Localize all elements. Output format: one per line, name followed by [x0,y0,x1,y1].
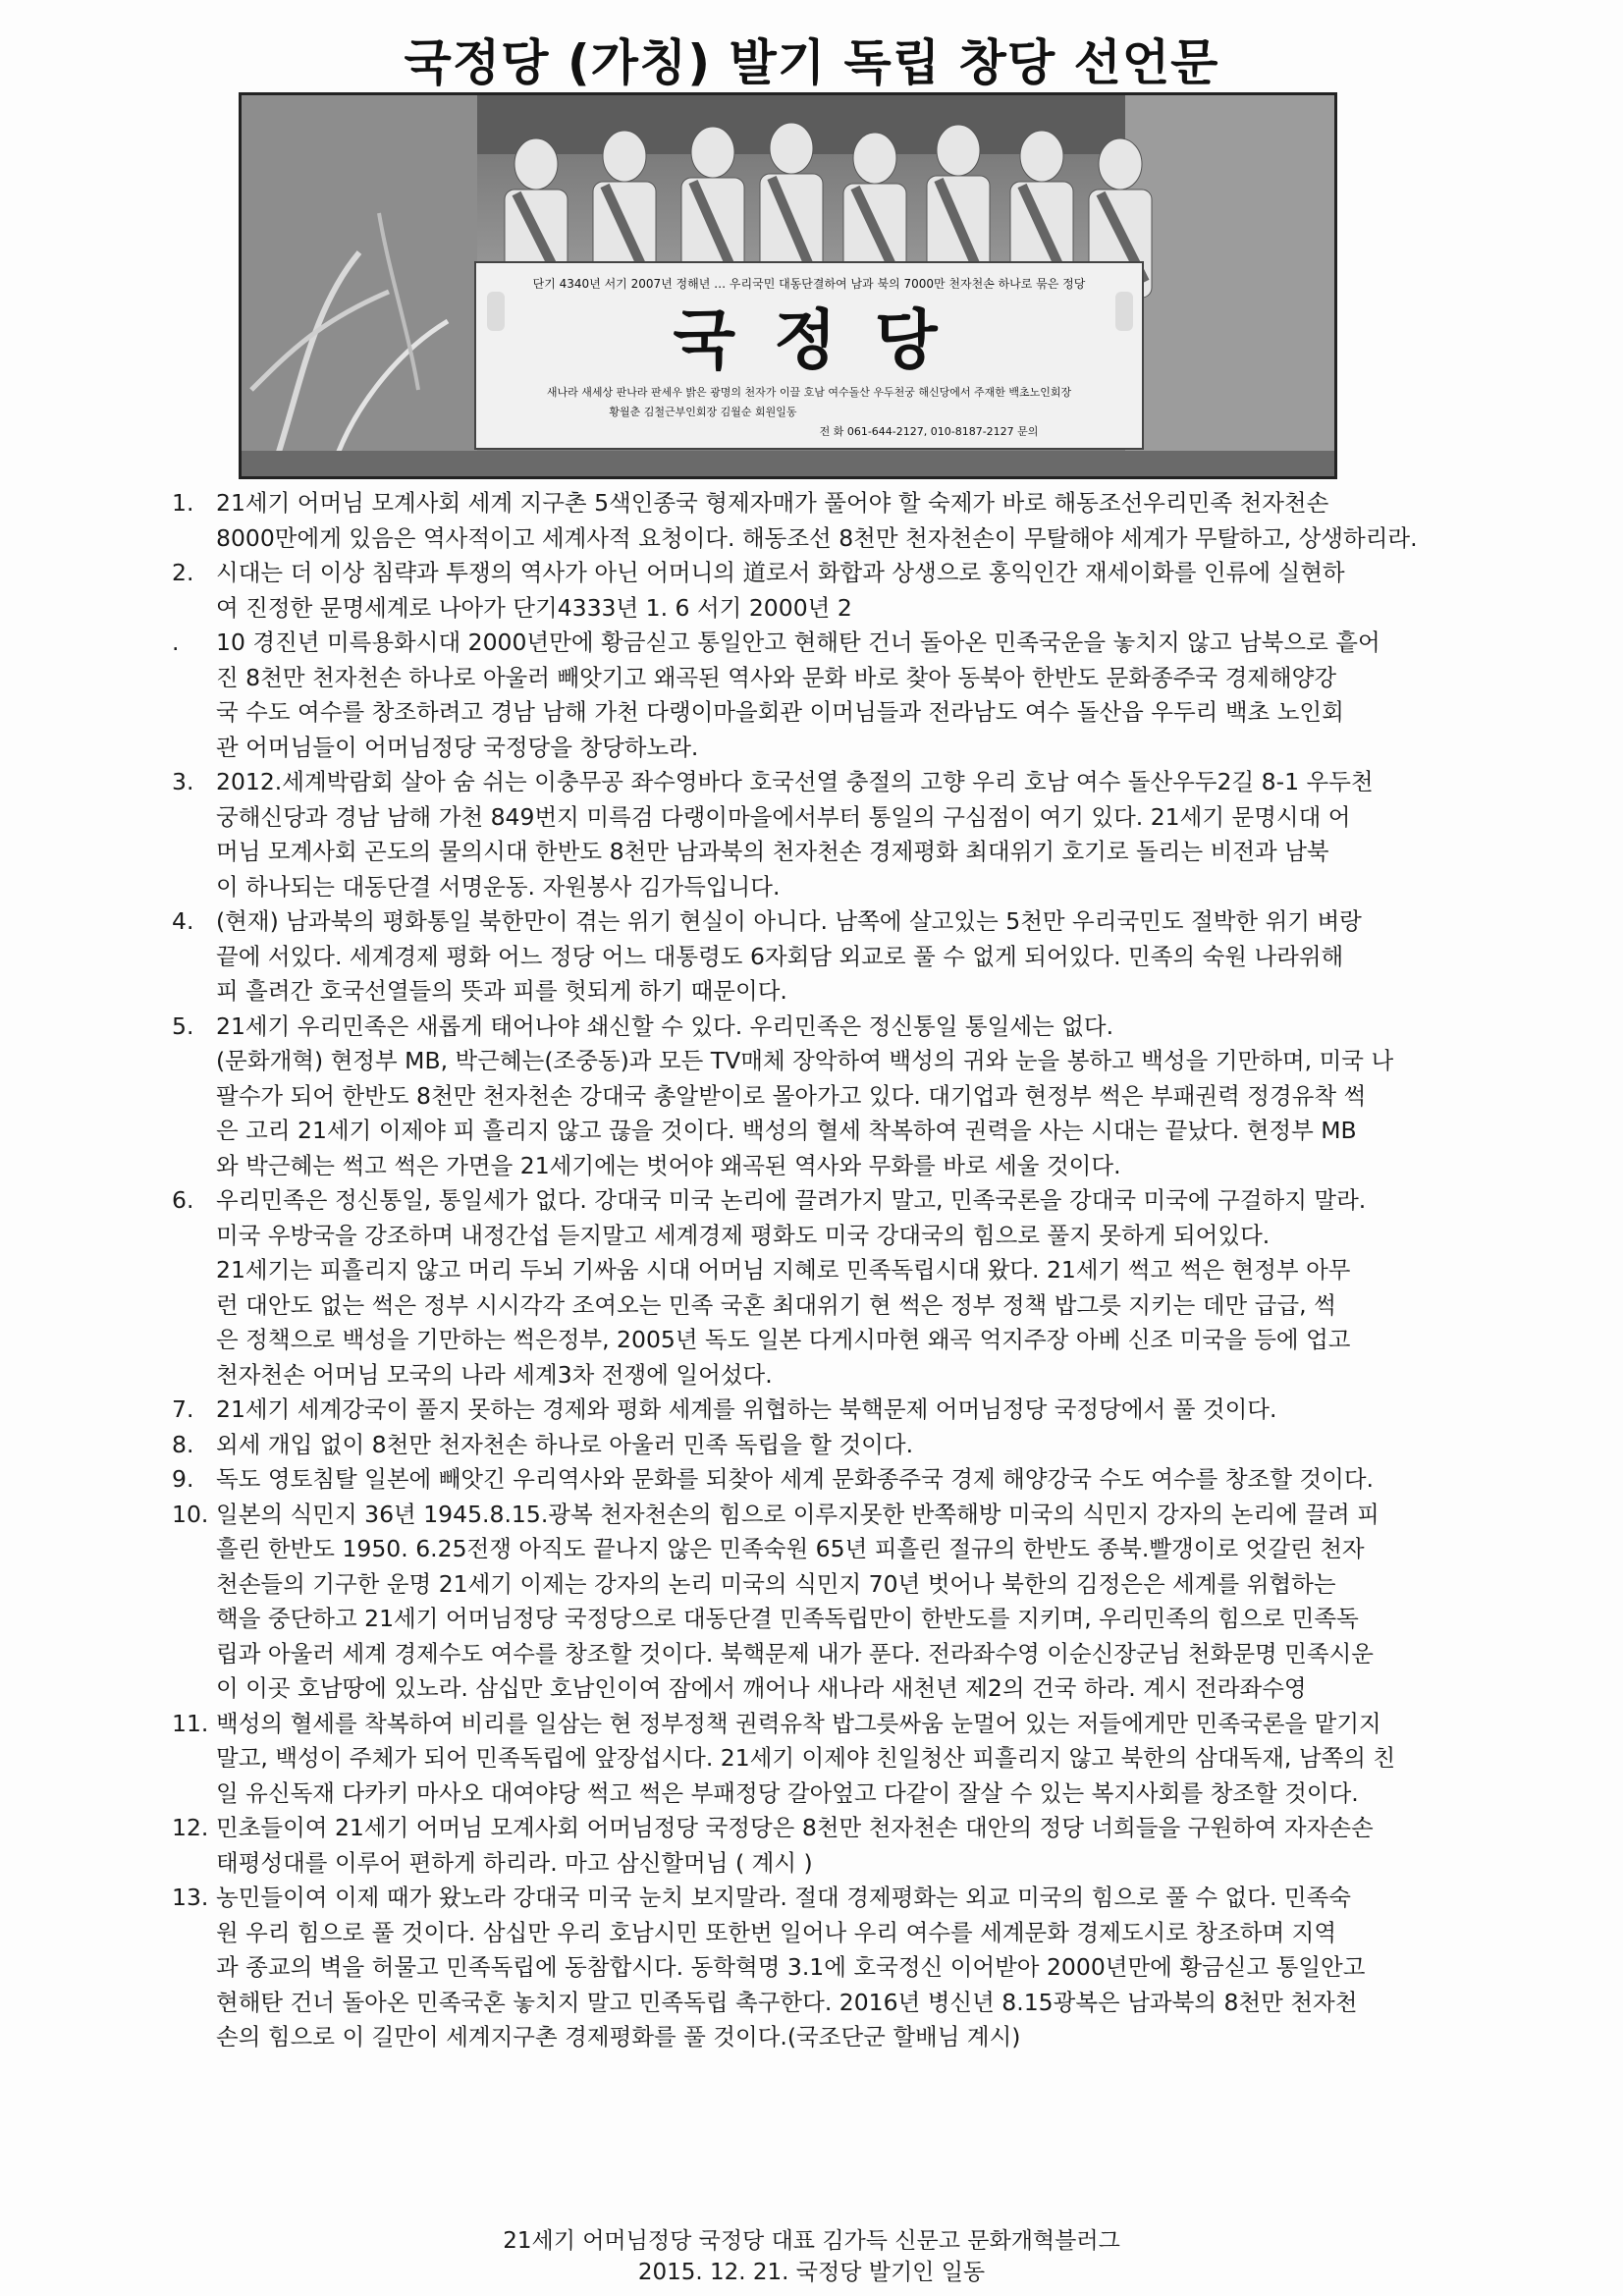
item-text-line: 말고, 백성이 주체가 되어 민족독립에 앞장섭시다. 21세기 이제야 친일청산 피흘리지 않고 북한의 삼대독재, 남쪽의 친 [216,1744,1396,1772]
list-item [172,1428,1566,1463]
item-text-line: 진 8천만 천자천손 하나로 아울러 빼앗기고 왜곡된 역사와 문화 바로 찾아 동북아 한반도 문화종주국 경제해양강 [216,663,1337,691]
item-text-line: 원 우리 힘으로 풀 것이다. 삼십만 우리 호남시민 또한번 일어나 우리 여수를 세계문화 경제도시로 창조하며 지역 [216,1918,1337,1946]
item-number: 4. [172,907,194,935]
banner-contact-text: 전 화 061-644-2127, 010-8187-2127 문의 [819,425,1039,438]
list-item [172,1498,1566,1707]
item-text-line: 21세기 우리민족은 새롭게 태어나야 쇄신할 수 있다. 우리민족은 정신통일 통일세는 없다. [216,1011,1114,1040]
item-text-line: 일본의 식민지 36년 1945.8.15.광복 천자천손의 힘으로 이루지못한 반쪽해방 미국의 식민지 강자의 논리에 끌려 피 [216,1500,1380,1528]
list-item [172,1183,1566,1393]
item-text-line: 천자천손 어머님 모국의 나라 세계3차 전쟁에 일어섰다. [216,1360,773,1389]
banner-bottom-text-2: 황월춘 김철근부인회장 김월순 회원일동 [609,406,797,418]
list-item [172,904,1566,1010]
item-text-line: 립과 아울러 세계 경제수도 여수를 창조할 것이다. 북핵문제 내가 푼다. 전라좌수영 이순신장군님 천화문명 민족시운 [216,1639,1374,1667]
item-number: 5. [172,1011,194,1040]
list-item [172,556,1566,626]
item-text-line: 손의 힘으로 이 길만이 세계지구촌 경제평화를 풀 것이다.(국조단군 할배님 계시) [216,2023,1021,2050]
item-number: 11. [172,1709,209,1737]
item-text-line: 피 흘려간 호국선열들의 뜻과 피를 헛되게 하기 때문이다. [216,977,787,1005]
item-text-line: 미국 우방국을 강조하며 내정간섭 듣지말고 세계경제 평화도 미국 강대국의 힘으로 풀지 못하게 되어있다. [216,1221,1271,1249]
item-text-line: (문화개혁) 현정부 MB, 박근혜는(조중동)과 모든 TV매체 장악하여 백성의 귀와 눈을 봉하고 백성을 기만하며, 미국 나 [216,1047,1394,1074]
declaration-list [172,486,1566,2055]
item-text-line: 시대는 더 이상 침략과 투쟁의 역사가 아닌 어머니의 道로서 화합과 상생으로 홍익인간 재세이화를 인류에 실현하 [216,559,1345,586]
item-text-line: 이 이곳 호남땅에 있노라. 삼십만 호남인이여 잠에서 깨어나 새나라 새천년 제2의 건국 하라. 계시 전라좌수영 [216,1674,1307,1702]
item-text-line: 태평성대를 이루어 편하게 하리라. 마고 삼신할머님 ( 계시 ) [216,1848,813,1877]
item-text-line: 21세기 세계강국이 풀지 못하는 경제와 평화 세계를 위협하는 북핵문제 어머님정당 국정당에서 풀 것이다. [216,1395,1277,1423]
item-text-line: 10 경진년 미륵용화시대 2000년만에 황금싣고 통일안고 현해탄 건너 돌아온 민족국운을 놓치지 않고 남북으로 흩어 [216,629,1380,656]
banner-main-text: 국 정 당 [673,302,946,378]
item-text-line: 이 하나되는 대동단결 서명운동. 자원봉사 김가득입니다. [216,872,781,901]
item-text-line: 21세기는 피흘리지 않고 머리 두뇌 기싸움 시대 어머님 지혜로 민족독립시대 왔다. 21세기 썩고 썩은 현정부 아무 [216,1256,1351,1284]
item-number: 13. [172,1884,209,1911]
list-item [172,1707,1566,1812]
item-text-line: 궁해신당과 경남 남해 가천 849번지 미륵검 다랭이마을에서부터 통일의 구심점이 여기 있다. 21세기 문명시대 어 [216,802,1351,831]
banner-top-text: 단기 4340년 서기 2007년 정해년 … 우리국민 대동단결하여 남과 북의 7000만 천자천손 하나로 묶은 정당 [532,277,1086,291]
list-item [172,1010,1566,1184]
item-text-line: 여 진정한 문명세계로 나아가 단기4333년 1. 6 서기 2000년 2 [216,593,852,622]
item-text-line: 머님 모계사회 곤도의 물의시대 한반도 8천만 남과북의 천자천손 경제평화 최대위기 호기로 돌리는 비전과 남북 [216,838,1329,865]
item-text-line: 21세기 어머님 모계사회 세계 지구촌 5색인종국 형제자매가 풀어야 할 숙제가 바로 해동조선우리민족 천자천손 [216,489,1329,517]
item-text-line: 팔수가 되어 한반도 8천만 천자천손 강대국 총알받이로 몰아가고 있다. 대기업과 현정부 썩은 부패권력 정경유착 썩 [216,1081,1367,1110]
item-text-line: 8000만에게 있음은 역사적이고 세계사적 요청이다. 해동조선 8천만 천자천손이 무탈해야 세계가 무탈하고, 상생하리라. [216,523,1418,552]
list-item [172,1811,1566,1881]
item-number: 7. [172,1395,194,1423]
footer-signature: 21세기 어머님정당 국정당 대표 김가득 신문고 문화개혁블러그 [503,2228,1120,2254]
item-number: 2. [172,559,194,586]
item-text-line: 민초들이여 21세기 어머님 모계사회 어머님정당 국정당은 8천만 천자천손 대안의 정당 너희들을 구원하여 자자손손 [216,1814,1374,1841]
item-number: 3. [172,768,194,795]
item-text-line: 흘린 한반도 1950. 6.25전쟁 아직도 끝나지 않은 민족숙원 65년 피흘린 절규의 한반도 종북.빨갱이로 엇갈린 천자 [216,1535,1365,1562]
list-item [172,1393,1566,1428]
item-text-line: 현해탄 건너 돌아온 민족국혼 놓치지 말고 민족독립 촉구한다. 2016년 병신년 8.15광복은 남과북의 8천만 천자천 [216,1988,1358,2016]
item-text-line: 은 고리 21세기 이제야 피 흘리지 않고 끊을 것이다. 백성의 혈세 착복하여 권력을 사는 시대는 끝났다. 현정부 MB [216,1117,1357,1144]
item-text-line: 은 정책으로 백성을 기만하는 썩은정부, 2005년 독도 일본 다게시마현 왜곡 억지주장 아베 신조 미국을 등에 업고 [216,1326,1351,1353]
item-text-line: 농민들이여 이제 때가 왔노라 강대국 미국 눈치 보지말라. 절대 경제평화는 외교 미국의 힘으로 풀 수 없다. 민족숙 [216,1884,1352,1911]
item-number: 10. [172,1500,209,1528]
banner-bottom-text-1: 새나라 새세상 판나라 판세우 밝은 광명의 천자가 이끌 호남 여수돌산 우두천궁 해신당에서 주재한 백초노인회장 [546,386,1072,399]
item-text-line: 2012.세계박람회 살아 숨 쉬는 이충무공 좌수영바다 호국선열 충절의 고향 우리 호남 여수 돌산우두2길 8-1 우두천 [216,768,1374,795]
item-number: 6. [172,1186,194,1214]
item-text-line: 독도 영토침탈 일본에 빼앗긴 우리역사와 문화를 되찾아 세계 문화종주국 경제 해양강국 수도 여수를 창조할 것이다. [216,1465,1374,1493]
item-text-line: 관 어머님들이 어머님정당 국정당을 창당하노라. [216,733,699,761]
item-text-line: 와 박근혜는 썩고 썩은 가면을 21세기에는 벗어야 왜곡된 역사와 무화를 바로 세울 것이다. [216,1151,1121,1179]
item-text-line: 국 수도 여수를 창조하려고 경남 남해 가천 다랭이마을회관 이머님들과 전라남도 여수 돌산읍 우두리 백초 노인회 [216,698,1344,726]
group-photo [239,92,1337,479]
item-text-line: 우리민족은 정신통일, 통일세가 없다. 강대국 미국 논리에 끌려가지 말고, 민족국론을 강대국 미국에 구걸하지 말라. [216,1186,1367,1214]
list-item [172,626,1566,765]
list-item [172,1881,1566,2055]
item-number: 9. [172,1465,194,1493]
item-text-line: 천손들의 기구한 운명 21세기 이제는 강자의 논리 미국의 식민지 70년 벗어나 북한의 김정은은 세계를 위협하는 [216,1569,1336,1598]
list-item [172,1462,1566,1498]
item-number: 8. [172,1430,194,1458]
item-text-line: 과 종교의 벽을 허물고 민족독립에 동참합시다. 동학혁명 3.1에 호국정신 이어받아 2000년만에 황금싣고 통일안고 [216,1953,1366,1981]
footer-date: 2015. 12. 21. 국정당 발기인 일동 [637,2260,986,2285]
item-number: 12. [172,1814,209,1841]
item-number: 1. [172,489,194,517]
item-text-line: (현재) 남과북의 평화통일 북한만이 겪는 위기 현실이 아니다. 남쪽에 살고있는 5천만 우리국민도 절박한 위기 벼랑 [216,907,1362,935]
item-text-line: 런 대안도 없는 썩은 정부 시시각각 조여오는 민족 국혼 최대위기 현 썩은 정부 정책 밥그릇 지키는 데만 급급, 썩 [216,1290,1336,1319]
list-item [172,765,1566,904]
item-text-line: 일 유신독재 다카키 마사오 대여야당 썩고 썩은 부패정당 갈아엎고 다같이 잘살 수 있는 복지사회를 창조할 것이다. [216,1778,1359,1807]
item-text-line: 백성의 혈세를 착복하여 비리를 일삼는 현 정부정책 권력유착 밥그릇싸움 눈멀어 있는 저들에게만 민족국론을 맡기지 [216,1709,1381,1737]
item-text-line: 핵을 중단하고 21세기 어머님정당 국정당으로 대동단결 민족독립만이 한반도를 지키며, 우리민족의 힘으로 민족독 [216,1605,1359,1632]
page-title: 국정당 (가칭) 발기 독립 창당 선언문 [404,34,1219,91]
item-text-line: 외세 개입 없이 8천만 천자천손 하나로 아울러 민족 독립을 할 것이다. [216,1430,914,1458]
item-number: . [172,629,180,656]
item-text-line: 끝에 서있다. 세계경제 평화 어느 정당 어느 대통령도 6자회담 외교로 풀 수 없게 되어있다. 민족의 숙원 나라위해 [216,942,1344,970]
list-item [172,486,1566,556]
